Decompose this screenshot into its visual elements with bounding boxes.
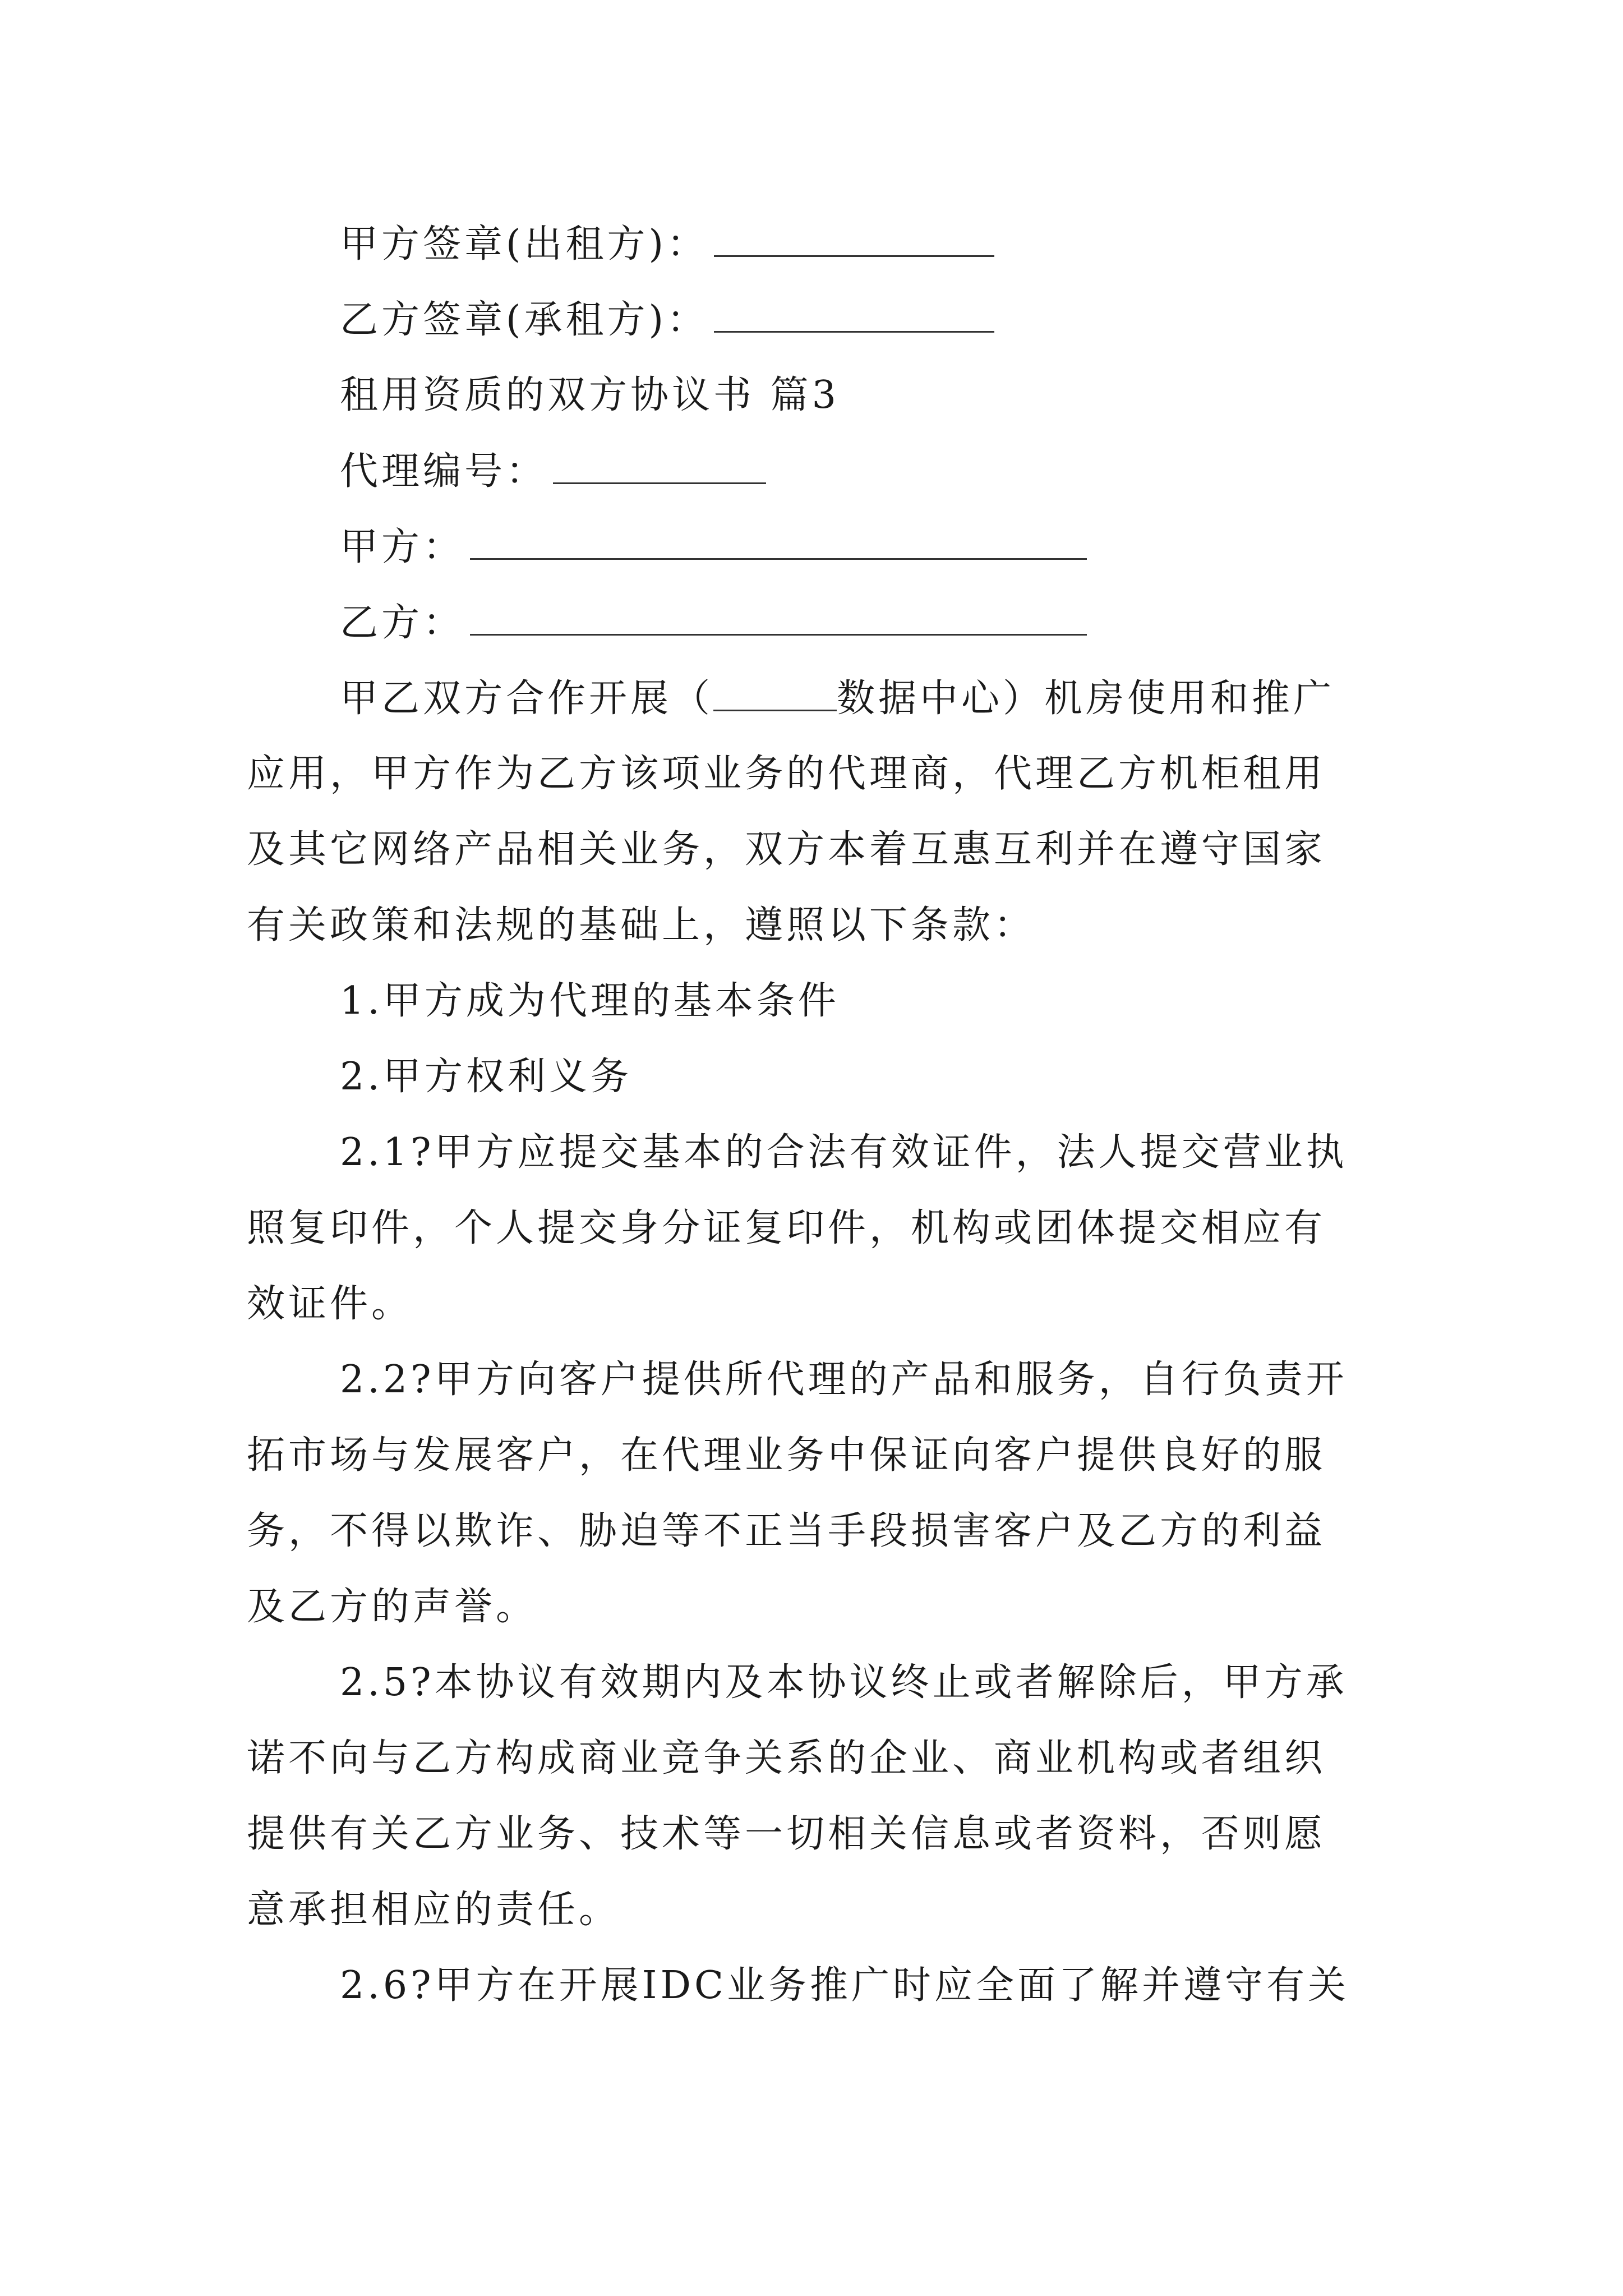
agent-number-line (340, 449, 766, 494)
clause-2-5-line-3: 提供有关乙方业务、技术等一切相关信息或者资料，否则愿 (247, 1812, 1326, 1856)
signature-blank-party-b (714, 297, 994, 333)
intro-line-1-end: 数据中心）机房使用和推广 (837, 677, 1335, 721)
signature-label-party-b: 乙方签章(承租方)： (340, 298, 709, 342)
data-center-blank (713, 676, 837, 711)
party-b-label: 乙方： (340, 601, 465, 645)
party-a-label: 甲方： (340, 525, 465, 569)
party-b-blank (470, 600, 1087, 636)
clause-2-1-line-3: 效证件。 (247, 1282, 413, 1326)
agent-number-blank (553, 449, 766, 484)
clause-2-5-line-4: 意承担相应的责任。 (247, 1888, 621, 1932)
clause-2-5-line-2: 诺不向与乙方构成商业竞争关系的企业、商业机构或者组织 (247, 1736, 1326, 1780)
party-a-blank (470, 524, 1087, 560)
clause-2-1-line-1: 2.1?甲方应提交基本的合法有效证件，法人提交营业执 (340, 1130, 1348, 1175)
clause-2-1-line-2: 照复印件，个人提交身分证复印件，机构或团体提交相应有 (247, 1206, 1326, 1250)
intro-line-3: 及其它网络产品相关业务，双方本着互惠互利并在遵守国家 (247, 827, 1326, 872)
signature-line-party-b (340, 297, 994, 343)
clause-2-2-line-2: 拓市场与发展客户，在代理业务中保证向客户提供良好的服 (247, 1433, 1326, 1478)
clause-2: 2.甲方权利义务 (340, 1055, 632, 1099)
section-title: 租用资质的双方协议书 篇3 (340, 373, 840, 417)
clause-2-5-line-1: 2.5?本协议有效期内及本协议终止或者解除后，甲方承 (340, 1660, 1348, 1705)
clause-2-2-line-3: 务，不得以欺诈、胁迫等不正当手段损害客户及乙方的利益 (247, 1509, 1326, 1553)
clause-2-2-line-4: 及乙方的声誉。 (247, 1585, 538, 1629)
clause-1: 1.甲方成为代理的基本条件 (340, 979, 840, 1023)
signature-blank-party-a (714, 222, 994, 257)
party-b-line (340, 600, 1087, 646)
intro-line-4: 有关政策和法规的基础上，遵照以下条款： (247, 903, 1036, 947)
intro-line-2: 应用，甲方作为乙方该项业务的代理商，代理乙方机柜租用 (247, 752, 1326, 796)
intro-line-1-start: 甲乙双方合作开展（ (340, 677, 714, 721)
agent-number-label: 代理编号： (340, 449, 548, 494)
intro-line-1 (340, 676, 1335, 721)
signature-line-party-a (340, 222, 994, 267)
party-a-line (340, 524, 1087, 570)
clause-2-2-line-1: 2.2?甲方向客户提供所代理的产品和服务，自行负责开 (340, 1358, 1348, 1402)
clause-2-6-line-1: 2.6?甲方在开展IDC业务推广时应全面了解并遵守有关 (340, 1963, 1350, 2008)
signature-label-party-a: 甲方签章(出租方)： (340, 222, 709, 266)
